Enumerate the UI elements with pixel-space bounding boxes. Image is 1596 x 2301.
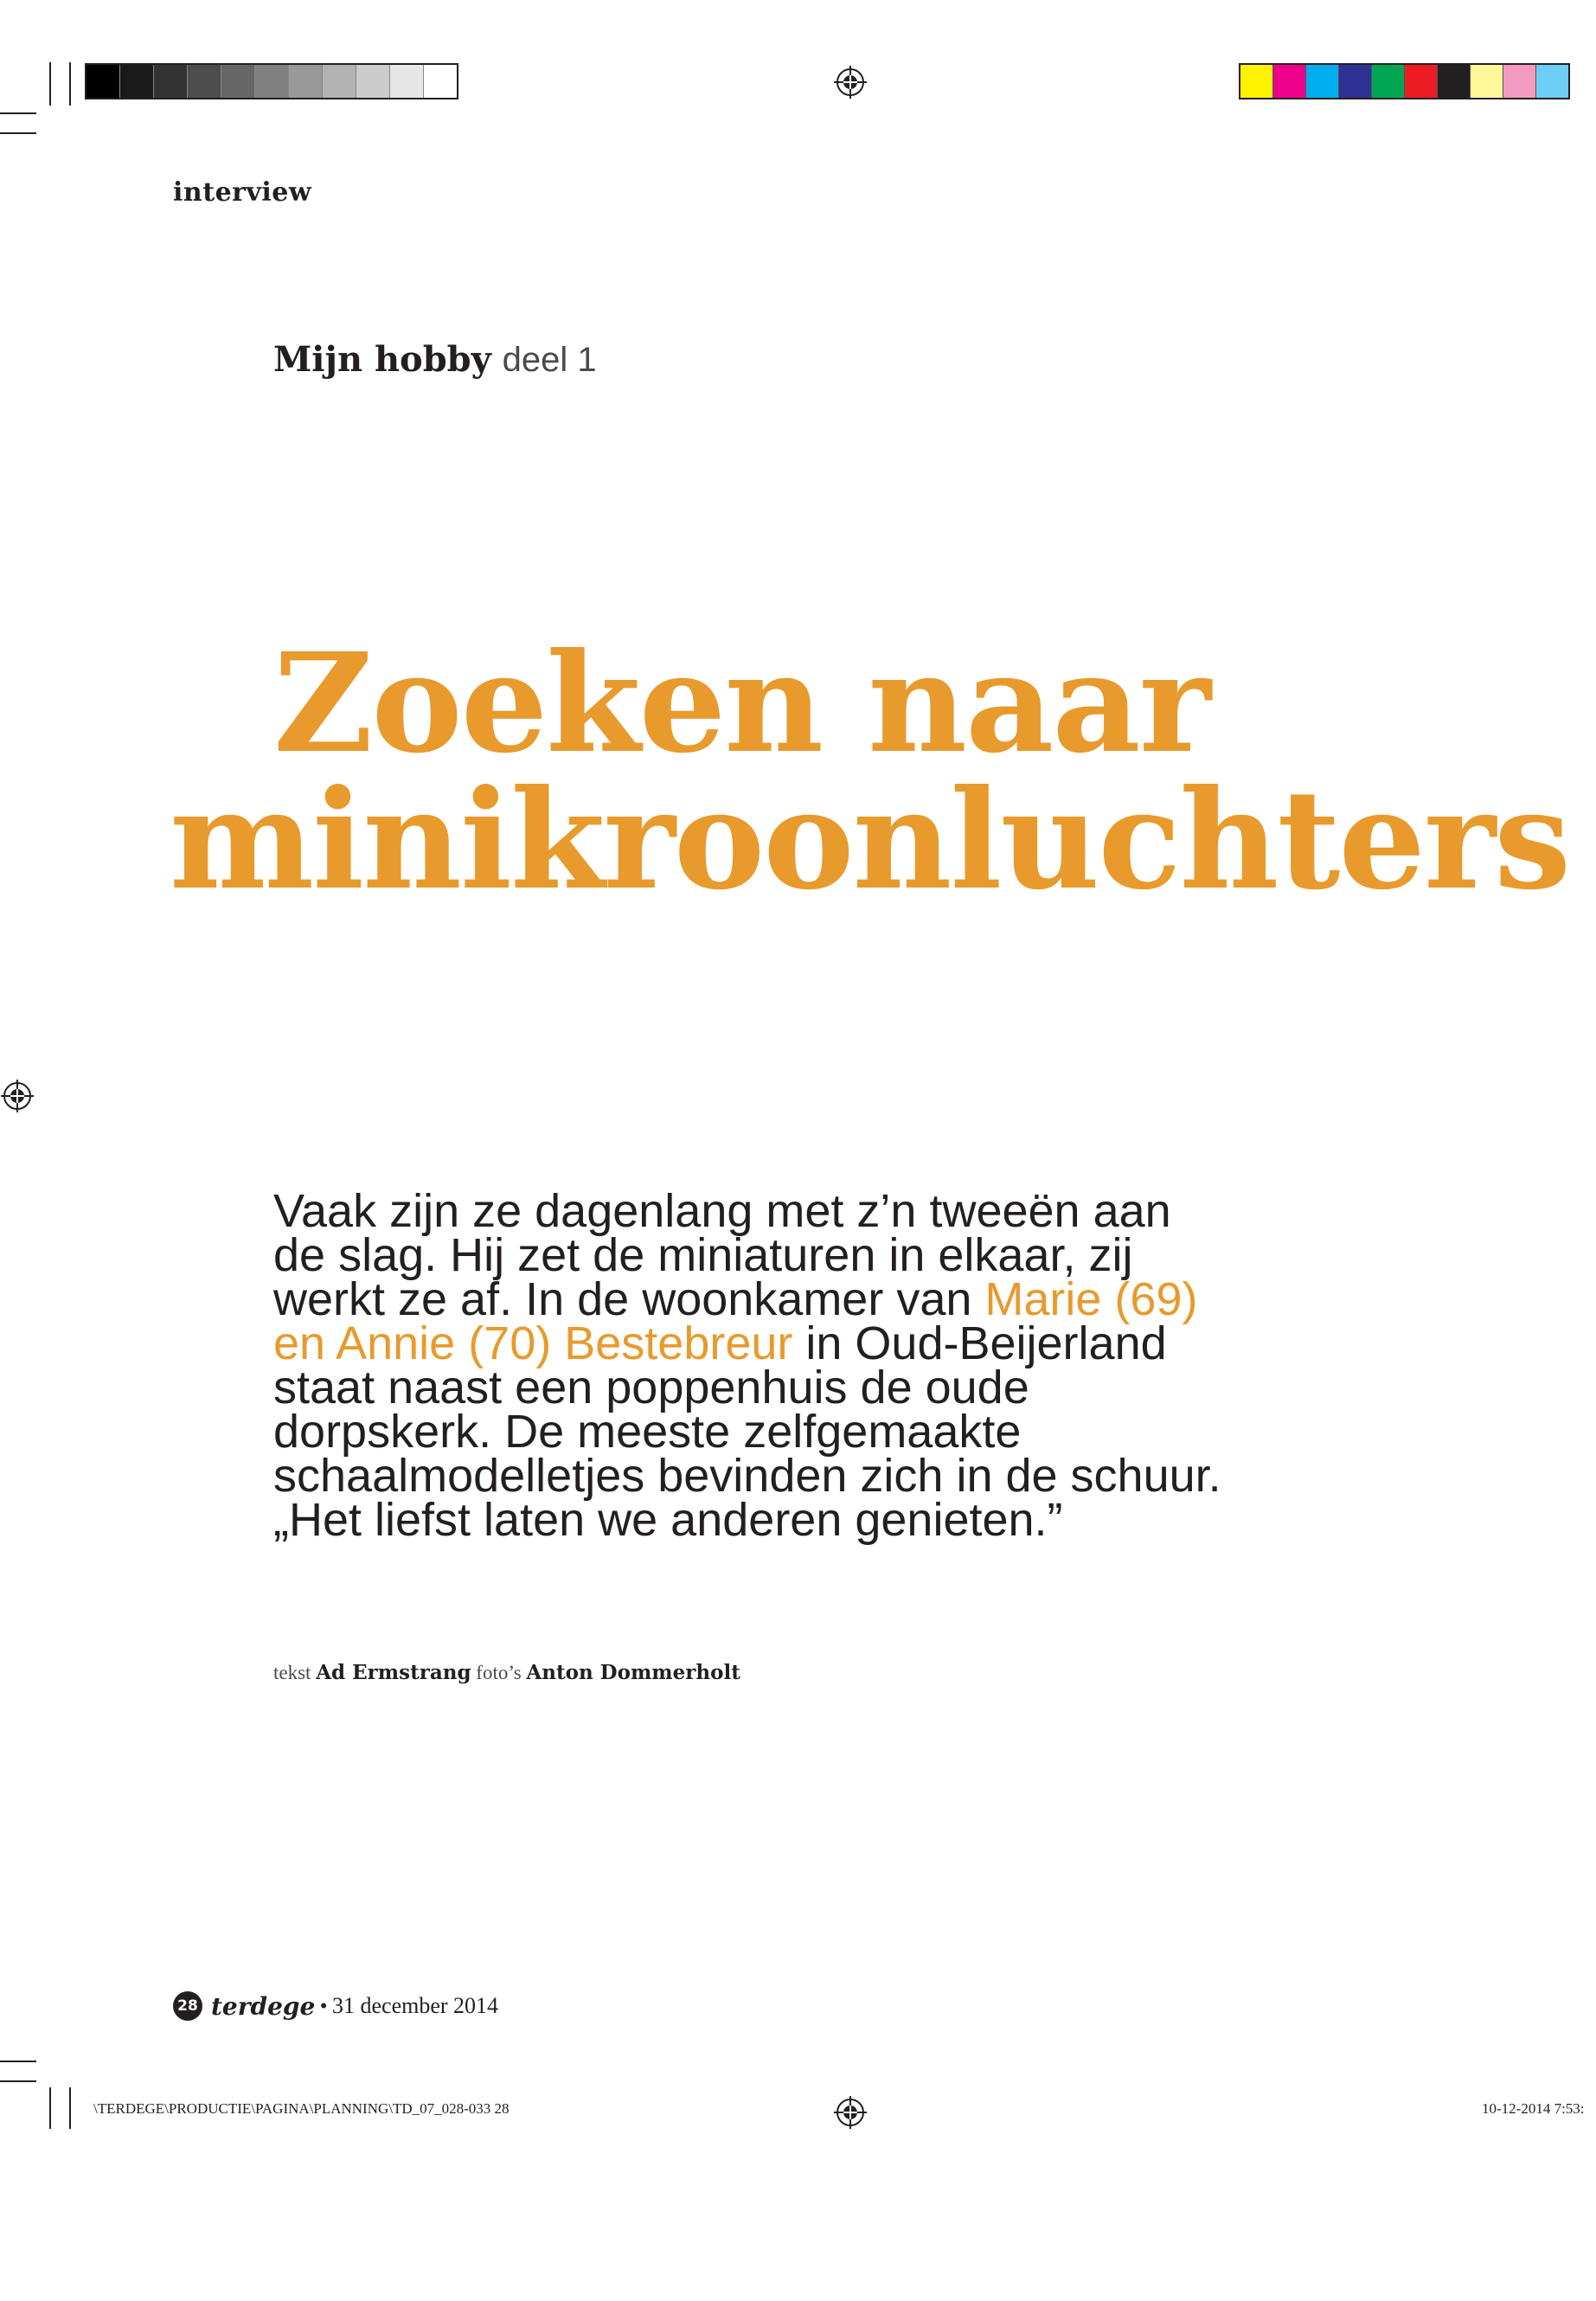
credit-text-author: Ad Ermstrang: [316, 1661, 471, 1684]
crop-mark-top-left-h2: [0, 132, 36, 134]
gray-swatch-9: [390, 65, 424, 98]
slug-file-path: \TERDEGE\PRODUCTIE\PAGINA\PLANNING\TD_07_028-033 28: [93, 2100, 510, 2117]
gray-swatch-6: [289, 65, 323, 98]
intro-highlight: Marie (69) en Annie (70) Bestebreur: [273, 1273, 1198, 1369]
gray-swatch-1: [120, 65, 154, 98]
gray-swatch-8: [356, 65, 390, 98]
crop-mark-top-left-v1: [49, 62, 51, 106]
registration-mark-bottom-icon: [834, 2096, 867, 2129]
color-swatch-6: [1438, 65, 1471, 98]
series-title: [273, 339, 597, 380]
credit-photo-author: Anton Dommerholt: [526, 1661, 740, 1684]
color-swatch-8: [1503, 65, 1536, 98]
gray-swatch-4: [221, 65, 255, 98]
series-part: deel 1: [502, 341, 597, 379]
gray-swatch-2: [154, 65, 188, 98]
magazine-logo: terdege: [211, 1991, 316, 2021]
intro-text-2: in Oud-Beijerland staat naast een poppenhuis de oude dorpskerk. De meeste zelfgemaakte schaalmodelletjes bevinden zich in de schuur. „Het liefst laten we anderen genieten.”: [273, 1317, 1221, 1546]
color-swatch-5: [1405, 65, 1438, 98]
section-label: interview: [173, 177, 312, 208]
grayscale-control-bar: [85, 63, 458, 99]
color-swatch-1: [1273, 65, 1306, 98]
credit-text-label: tekst: [273, 1662, 311, 1683]
color-swatch-3: [1339, 65, 1372, 98]
series-name: Mijn hobby: [273, 339, 491, 380]
color-swatch-4: [1372, 65, 1405, 98]
gray-swatch-5: [255, 65, 289, 98]
headline-line-2: minikroonluchters: [170, 760, 1570, 920]
credits: [273, 1661, 740, 1684]
intro-paragraph: [273, 1185, 1234, 1546]
crop-mark-top-left-h1: [0, 112, 36, 114]
gray-swatch-0: [87, 65, 120, 98]
page-number: 28: [173, 1991, 202, 2021]
page-footer: [173, 1991, 498, 2021]
crop-mark-top-left-v2: [69, 62, 71, 106]
color-swatch-0: [1240, 65, 1273, 98]
registration-mark-left-icon: [1, 1080, 34, 1112]
gray-swatch-7: [323, 65, 356, 98]
crop-mark-bottom-left-h2: [0, 2080, 36, 2082]
intro-text-1: Vaak zijn ze dagenlang met z’n tweeën aan de slag. Hij zet de miniaturen in elkaar, zij werkt ze af. In de woonkamer van: [273, 1185, 1171, 1325]
color-control-bar: [1239, 63, 1570, 99]
registration-mark-top-icon: [834, 66, 867, 99]
crop-mark-bottom-left-v2: [69, 2087, 71, 2129]
credit-photo-label: foto’s: [476, 1662, 522, 1683]
footer-separator: •: [320, 1995, 327, 2016]
color-swatch-2: [1306, 65, 1339, 98]
gray-swatch-3: [188, 65, 221, 98]
color-swatch-9: [1536, 65, 1568, 98]
crop-mark-bottom-left-h1: [0, 2061, 36, 2062]
crop-mark-bottom-left-v1: [49, 2087, 51, 2129]
headline-line-1: Zoeken naar: [273, 624, 1209, 784]
gray-swatch-10: [424, 65, 457, 98]
issue-date: 31 december 2014: [332, 1993, 499, 2018]
color-swatch-7: [1471, 65, 1503, 98]
headline: [170, 624, 1570, 920]
slug-timestamp: 10-12-2014 7:53:: [1482, 2100, 1585, 2117]
